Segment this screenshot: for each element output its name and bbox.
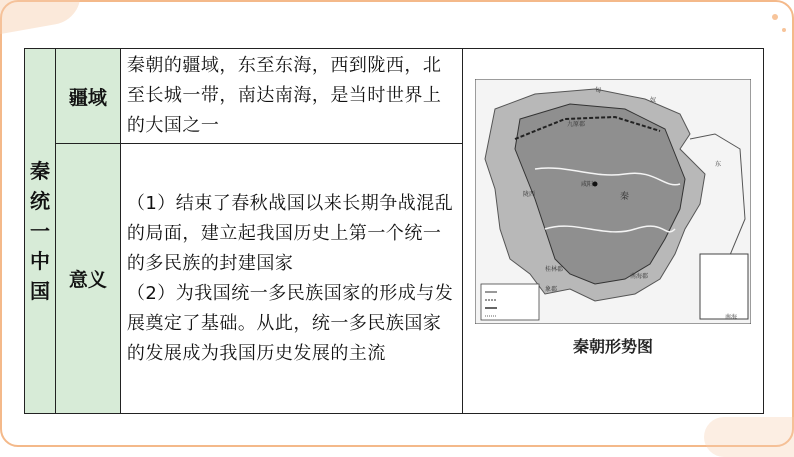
qin-map	[475, 79, 751, 324]
significance-paragraph-1: （1）结束了春秋战国以来长期争战混乱的局面，建立起我国历史上第一个统一的多民族的封建国家	[126, 192, 454, 274]
map-label: 秦	[620, 192, 630, 202]
map-label: 南海郡	[630, 273, 649, 280]
map-label: 咸阳	[581, 181, 594, 188]
map-label: 陇西	[523, 191, 536, 198]
content-table	[24, 48, 764, 414]
significance-paragraph-2: （2）为我国统一多民族国家的形成与发展奠定了基础。从此，统一多民族国家的发展成为我国历史发展的主流	[126, 282, 454, 364]
row-label-territory: 疆域	[55, 49, 120, 144]
map-label: 南海	[725, 314, 738, 321]
dot-decoration	[772, 14, 778, 20]
map-caption: 秦朝形势图	[573, 337, 654, 356]
section-title: 秦统一中国	[29, 159, 50, 303]
territory-text: 秦朝的疆域，东至东海，西到陇西，北至长城一带，南达南海，是当时世界上的大国之一	[120, 49, 462, 144]
map-cell	[463, 49, 764, 414]
dot-decoration	[782, 28, 786, 32]
corner-decoration	[704, 417, 794, 457]
map-label: 匈	[595, 87, 602, 94]
map-image	[475, 79, 751, 324]
significance-text	[120, 144, 462, 414]
section-title-cell	[25, 49, 56, 414]
map-label: 象郡	[545, 286, 558, 293]
map-label: 桂林郡	[545, 266, 564, 273]
map-label: 九原郡	[567, 121, 586, 128]
map-label: 奴	[650, 97, 657, 104]
map-label: 东	[715, 161, 722, 168]
row-label-significance: 意义	[55, 144, 120, 414]
